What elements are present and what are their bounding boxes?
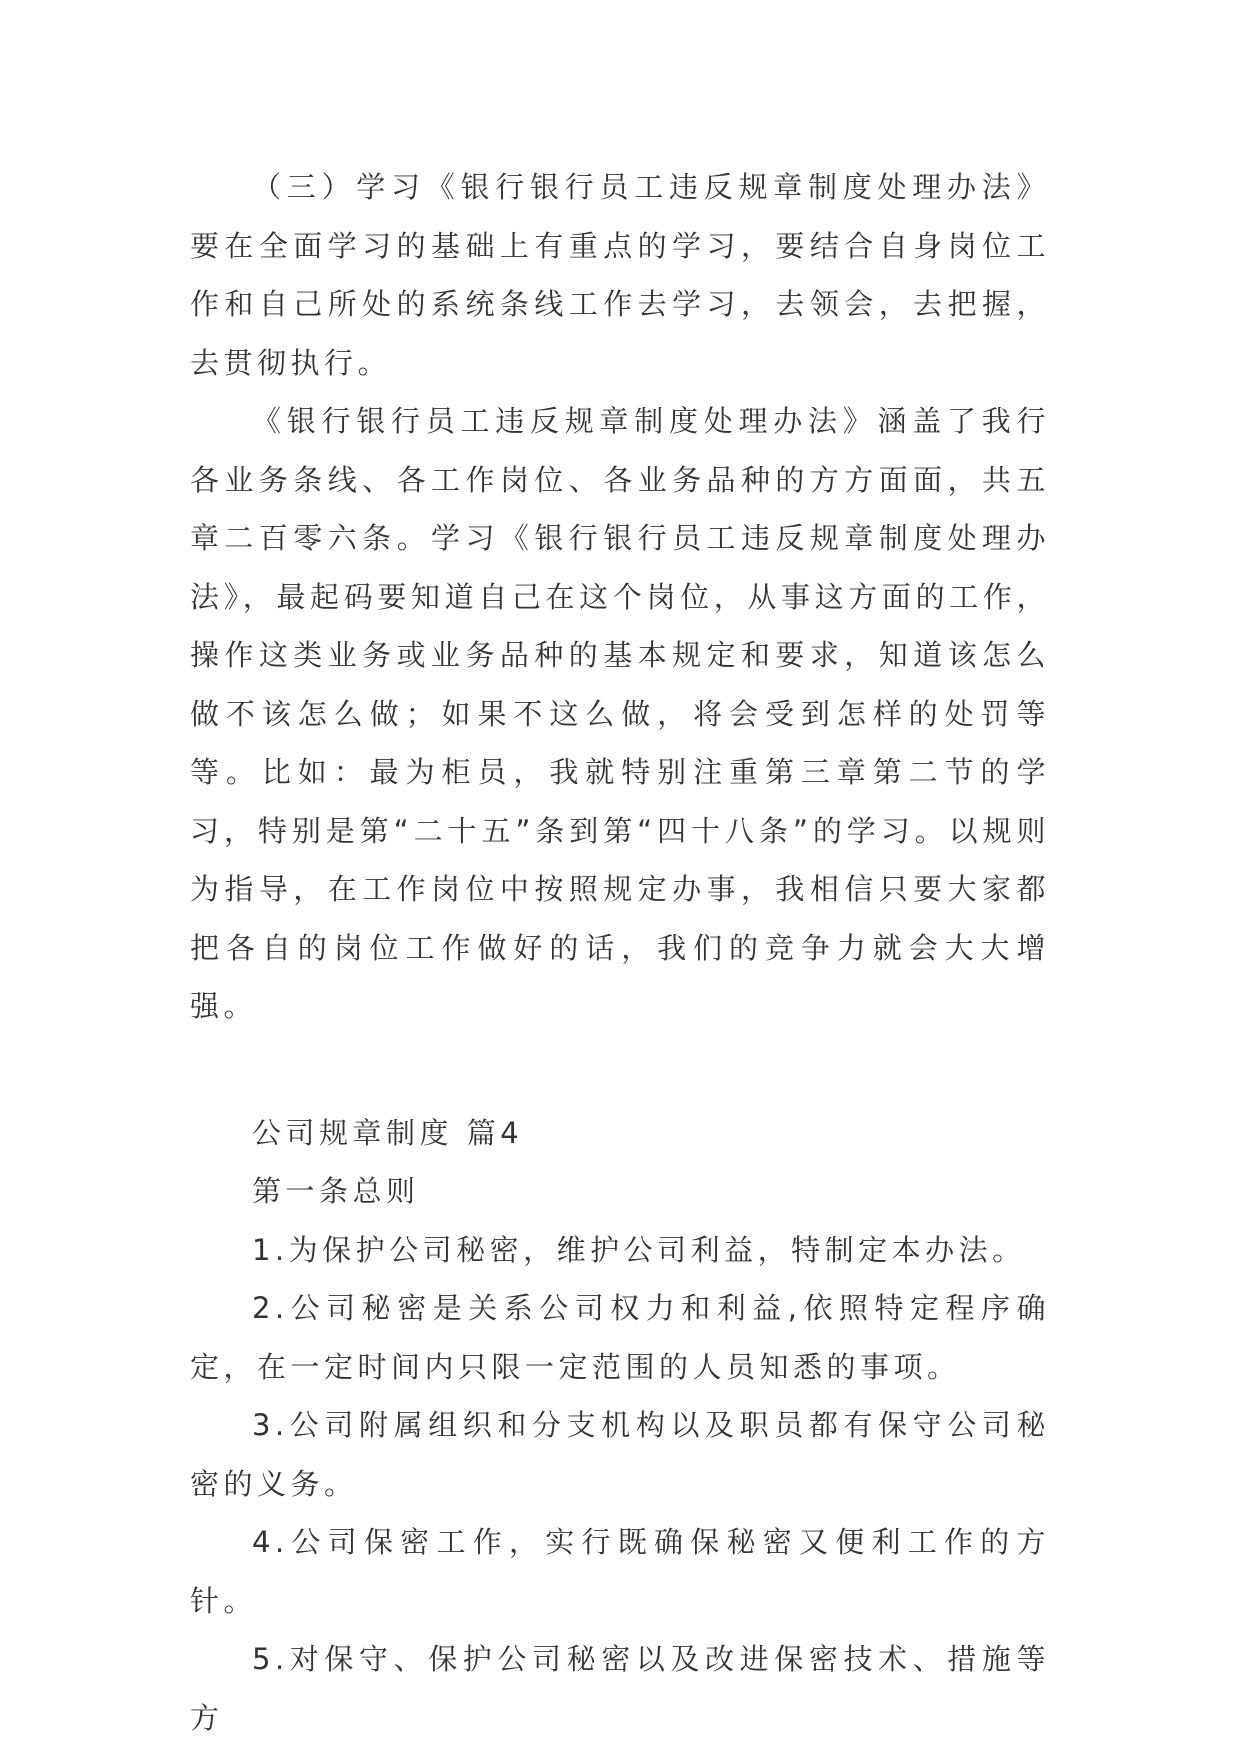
document-body	[190, 158, 1050, 1747]
list-item: 5.对保守、保护公司秘密以及改进保密技术、措施等方	[190, 1642, 1050, 1735]
list-item: 4.公司保密工作，实行既确保秘密又便利工作的方针。	[190, 1525, 1050, 1618]
list-item: 2.公司秘密是关系公司权力和利益,依照特定程序确定，在一定时间内只限一定范围的人员知悉的事项。	[190, 1291, 1050, 1384]
section-spacer	[190, 1036, 1050, 1104]
paragraph-study-focus: （三）学习《银行银行员工违反规章制度处理办法》要在全面学习的基础上有重点的学习，要结合自身岗位工作和自己所处的系统条线工作去学习，去领会，去把握，去贯彻执行。	[190, 170, 1050, 380]
list-item: 1.为保护公司秘密，维护公司利益，特制定本办法。	[252, 1232, 1026, 1267]
paragraph-regulation-coverage: 《银行银行员工违反规章制度处理办法》涵盖了我行各业务条线、各工作岗位、各业务品种的方方面面，共五章二百零六条。学习《银行银行员工违反规章制度处理办法》，最起码要知道自己在这个岗位，从事这方面的工作，操作这类业务或业务品种的基本规定和要求，知道该怎么做不该怎么做；如果不这么做，将会受到怎样的处罚等等。比如：最为柜员，我就特别注重第三章第二节的学习，特别是第“二十五”条到第“四十八条”的学习。以规则为指导，在工作岗位中按照规定办事，我相信只要大家都把各自的岗位工作做好的话，我们的竞争力就会大大增强。	[190, 404, 1050, 1023]
article-title: 第一条总则	[252, 1174, 420, 1208]
section-title: 公司规章制度 篇4	[252, 1115, 524, 1150]
list-item: 3.公司附属组织和分支机构以及职员都有保守公司秘密的义务。	[190, 1408, 1050, 1501]
